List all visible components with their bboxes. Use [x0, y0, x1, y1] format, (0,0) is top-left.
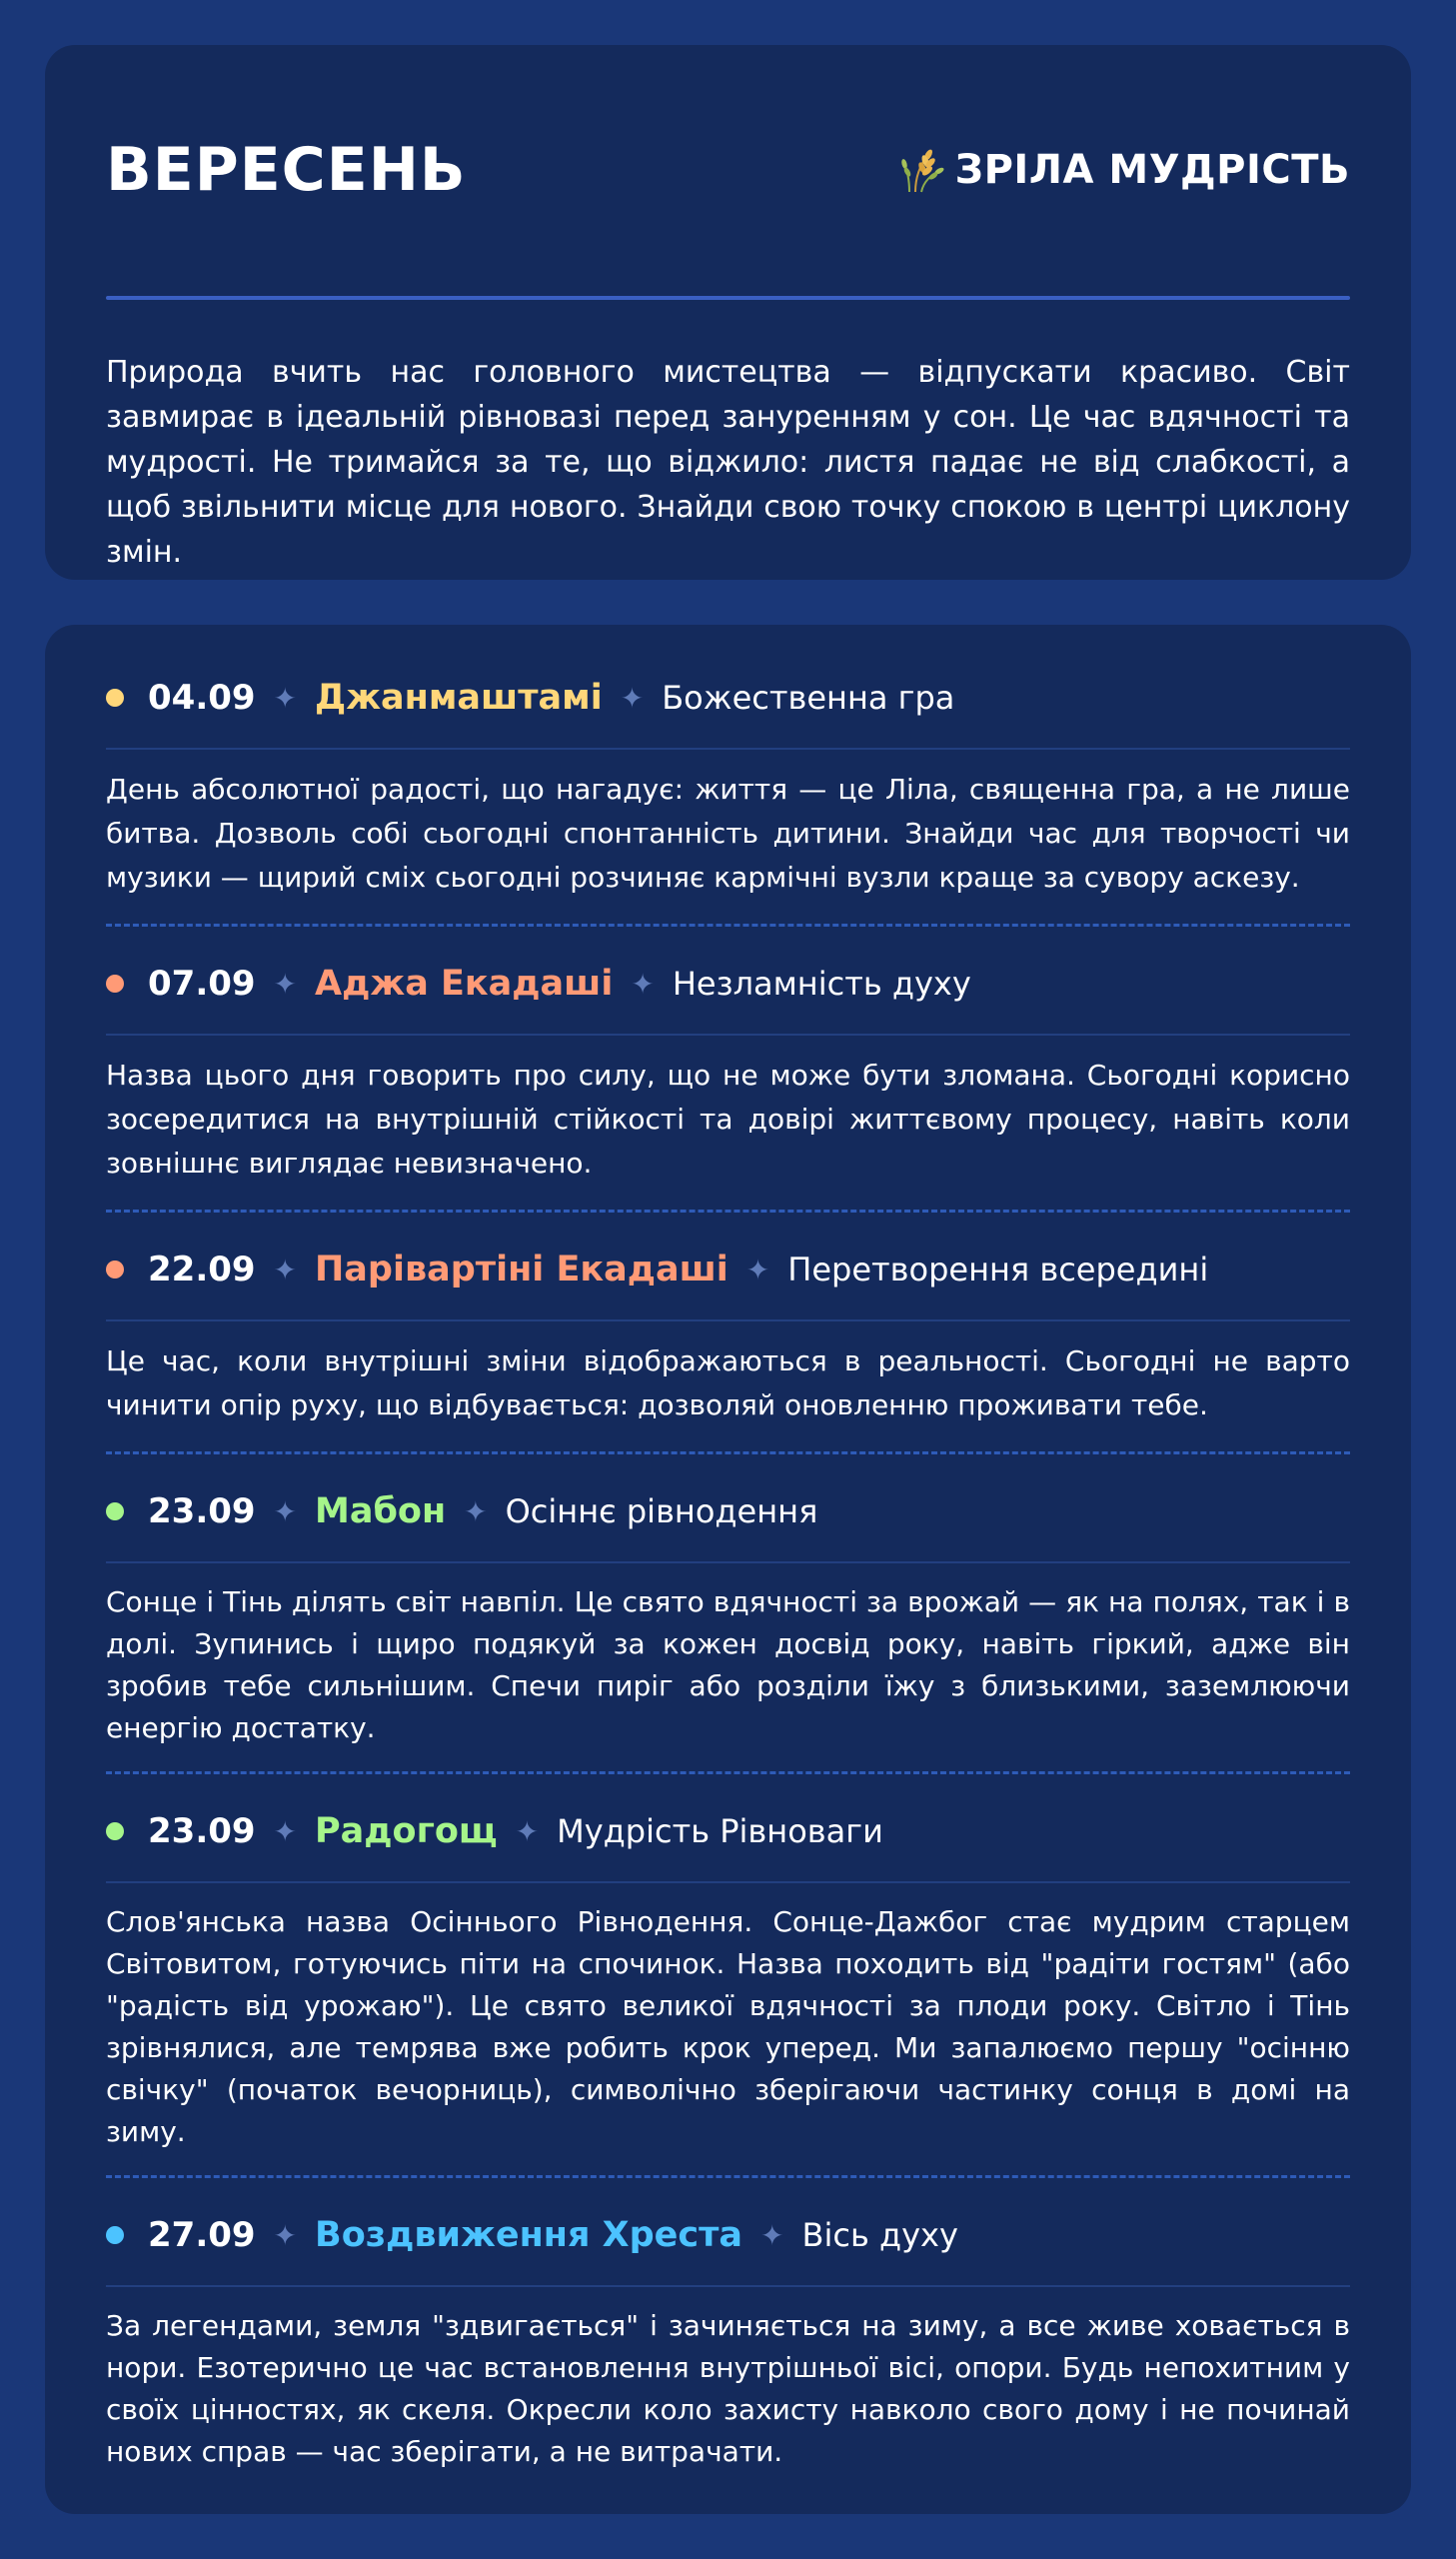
event-name: Аджа Екадаші	[315, 964, 614, 1004]
header-divider	[106, 296, 1350, 300]
event-header	[106, 1220, 1350, 1319]
wheat-ears-icon	[899, 146, 945, 194]
header-row	[106, 115, 1350, 225]
event-name: Мабон	[315, 1491, 447, 1531]
event-subtitle: Мудрість Рівноваги	[557, 1812, 883, 1850]
event-item	[106, 648, 1350, 900]
event-description: День абсолютної радості, що нагадує: життя — це Ліла, священна гра, а не лише битва. Дозволь собі сьогодні спонтанність дитини. Знайди час для творчості чи музики — щирий сміх сьогодні розчиняє кармічні вузли краще за сувору аскезу.	[106, 773, 1350, 894]
event-date: 23.09	[148, 1811, 256, 1851]
event-dot-icon	[106, 1822, 124, 1840]
event-description: Сонце і Тінь ділять світ навпіл. Це свято вдячності за врожай — як на полях, так і в долі. Зупинись і щиро подякуй за кожен досвід року, навіть гіркий, адже він зробив тебе сильнішим. Спечи пиріг або розділи їжу з близькими, заземлюючи енергію достатку.	[106, 1585, 1350, 1744]
sparkle-icon: ✦	[631, 967, 655, 1001]
event-dot-icon	[106, 1261, 124, 1279]
intro-text: Природа вчить нас головного мистецтва — відпускати красиво. Світ завмирає в ідеальній рівновазі перед зануренням у сон. Це час вдячності та мудрості. Не тримайся за те, що віджило: листя падає не від слабкості, а щоб звільнити місце для нового. Знайди свою точку спокою в центрі циклону змін.	[106, 355, 1350, 570]
brand	[899, 146, 1350, 194]
event-item	[106, 1781, 1350, 2153]
event-date: 22.09	[148, 1250, 256, 1289]
brand-name: ЗРІЛА МУДРІСТЬ	[954, 147, 1350, 193]
event-header	[106, 1781, 1350, 1881]
dashed-separator	[106, 1451, 1350, 1454]
sparkle-icon: ✦	[760, 2218, 784, 2252]
sparkle-icon: ✦	[273, 2218, 298, 2252]
event-subtitle: Вісь духу	[801, 2216, 958, 2254]
event-item	[106, 1461, 1350, 1749]
sparkle-icon: ✦	[273, 681, 298, 715]
event-description: Це час, коли внутрішні зміни відображаються в реальності. Сьогодні не варто чинити опір руху, що відбувається: дозволяй оновленню проживати тебе.	[106, 1344, 1350, 1421]
event-description: Слов'янська назва Осіннього Рівнодення. Сонце-Дажбог стає мудрим старцем Світовитом, готуючись піти на спочинок. Назва походить від "радіти гостям" (або "радість від урожаю"). Це свято великої вдячності за плоди року. Світло і Тінь зрівнялися, але темрява вже робить крок уперед. Ми запалюємо першу "осінню свічку" (початок вечорниць), символічно зберігаючи частинку сонця в домі на зиму.	[106, 1905, 1350, 2148]
dashed-separator	[106, 2175, 1350, 2178]
event-date: 04.09	[148, 678, 256, 718]
event-date: 23.09	[148, 1491, 256, 1531]
sparkle-icon: ✦	[273, 1814, 298, 1848]
event-subtitle: Незламність духу	[672, 965, 971, 1003]
sparkle-icon: ✦	[745, 1253, 770, 1286]
events-card	[45, 625, 1411, 2514]
sparkle-icon: ✦	[273, 1253, 298, 1286]
event-dot-icon	[106, 1502, 124, 1520]
event-dot-icon	[106, 2226, 124, 2244]
sparkle-icon: ✦	[464, 1494, 488, 1528]
event-header	[106, 648, 1350, 748]
event-header	[106, 1461, 1350, 1561]
event-subtitle: Перетворення всередині	[787, 1251, 1209, 1288]
event-description: Назва цього дня говорить про силу, що не може бути зломана. Сьогодні корисно зосередитися на внутрішній стійкості та довірі життєвому процесу, навіть коли зовнішнє виглядає невизначено.	[106, 1059, 1350, 1180]
event-subtitle: Осіннє рівнодення	[505, 1492, 818, 1530]
event-dot-icon	[106, 975, 124, 993]
dashed-separator	[106, 1210, 1350, 1213]
event-item	[106, 1220, 1350, 1427]
sparkle-icon: ✦	[273, 1494, 298, 1528]
sparkle-icon: ✦	[273, 967, 298, 1001]
event-name: Парівартіні Екадаші	[315, 1250, 728, 1289]
event-name: Джанмаштамі	[315, 678, 603, 718]
sparkle-icon: ✦	[515, 1814, 540, 1848]
event-subtitle: Божественна гра	[662, 679, 955, 717]
event-date: 27.09	[148, 2215, 256, 2255]
dashed-separator	[106, 924, 1350, 927]
event-description: За легендами, земля "здвигається" і зачиняється на зиму, а все живе ховається в нори. Езотерично це час встановлення внутрішньої вісі, опори. Будь непохитним у своїх цінностях, як скеля. Окресли коло захисту навколо свого дому і не починай нових справ — час зберігати, а не витрачати.	[106, 2309, 1350, 2468]
header-card	[45, 45, 1411, 580]
event-item	[106, 2185, 1350, 2473]
dashed-separator	[106, 1771, 1350, 1774]
event-header	[106, 2185, 1350, 2285]
event-date: 07.09	[148, 964, 256, 1004]
month-title: ВЕРЕСЕНЬ	[106, 135, 467, 205]
event-name: Воздвиження Хреста	[315, 2215, 743, 2255]
event-dot-icon	[106, 689, 124, 707]
event-header	[106, 934, 1350, 1034]
event-name: Радогощ	[315, 1811, 498, 1851]
event-item	[106, 934, 1350, 1186]
sparkle-icon: ✦	[620, 681, 645, 715]
